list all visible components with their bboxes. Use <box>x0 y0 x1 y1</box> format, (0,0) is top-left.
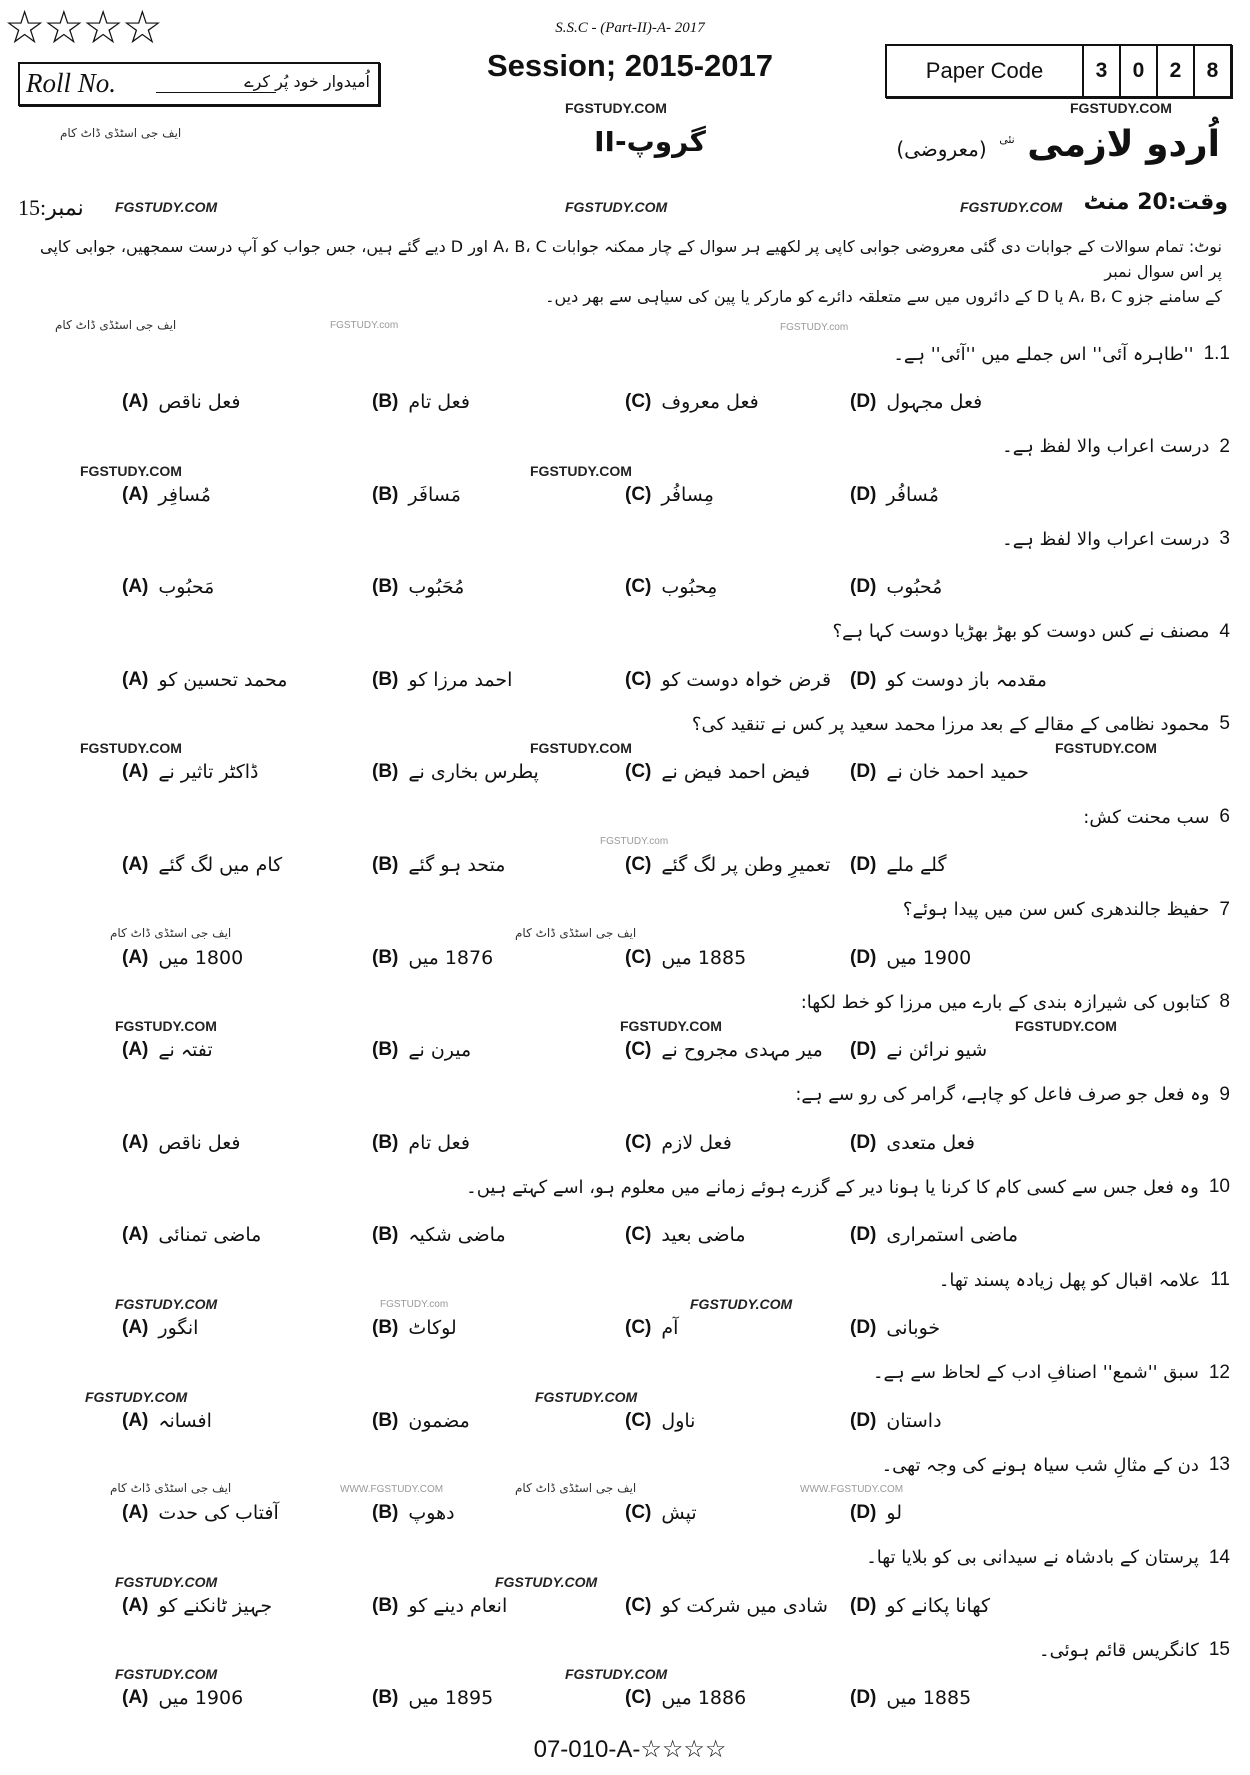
watermark-urdu: ایف جی اسٹڈی ڈاٹ کام <box>55 318 177 332</box>
watermark-faint: FGSTUDY.com <box>780 322 849 333</box>
question-8 <box>801 991 1230 1013</box>
instructions-line-1: نوٹ: تمام سوالات کے جوابات دی گئی معروضی جوابی کاپی پر لکھیے ہر سوال کے چار ممکنہ جوابات A، B، C اور D دیے گئے ہیں، جس جواب کو آپ درست سمجھیں، جوابی کاپی پر اس سوال نمبر <box>40 237 1222 281</box>
option-label: (C) <box>625 854 652 875</box>
question-9 <box>795 1084 1230 1106</box>
option-a[interactable] <box>122 947 243 969</box>
question-number: 11 <box>1210 1269 1230 1290</box>
option-label: (D) <box>850 1039 877 1061</box>
option-label: (A) <box>122 1687 149 1709</box>
question-7 <box>903 899 1230 921</box>
option-d[interactable] <box>850 1502 902 1524</box>
watermark: FGSTUDY.COM <box>80 462 182 479</box>
option-d[interactable] <box>850 854 947 876</box>
option-c[interactable] <box>625 761 810 783</box>
option-label: (D) <box>850 946 877 968</box>
option-label: (B) <box>372 483 399 505</box>
option-a[interactable] <box>122 854 282 876</box>
paper-code-digit: 8 <box>1206 59 1219 82</box>
option-a[interactable] <box>122 1039 213 1061</box>
watermark-faint: FGSTUDY.com <box>330 320 399 331</box>
option-label: (C) <box>625 1131 652 1153</box>
option-text: حمید احمد خان نے <box>886 761 1029 784</box>
option-d[interactable] <box>850 576 942 598</box>
question-3 <box>1002 528 1230 550</box>
option-label: (C) <box>625 1687 652 1709</box>
option-label: (D) <box>850 483 877 505</box>
option-text: میر مہدی مجروح نے <box>661 1039 823 1062</box>
option-label: (C) <box>625 1594 652 1616</box>
option-text: ماضی بعید <box>661 1224 746 1247</box>
option-text: گلے ملے <box>886 854 947 876</box>
question-number: 7 <box>1219 898 1230 920</box>
roll-number-label: Roll No. <box>26 68 117 98</box>
watermark: FGSTUDY.COM <box>115 199 218 215</box>
option-c[interactable] <box>625 1595 828 1617</box>
question-text: محمود نظامی کے مقالے کے بعد مرزا محمد سعید پر کس نے تنقید کی؟ <box>691 713 1210 735</box>
question-4 <box>833 621 1230 643</box>
watermark-urdu: ایف جی اسٹڈی ڈاٹ کام <box>515 925 637 940</box>
watermark: FGSTUDY.COM <box>115 1573 218 1590</box>
option-b[interactable] <box>372 1502 455 1524</box>
subject-title <box>896 124 1220 165</box>
option-b[interactable] <box>372 1687 493 1709</box>
option-label: (C) <box>625 391 652 412</box>
option-text: مِسافُر <box>661 483 714 506</box>
option-label: (D) <box>850 1687 877 1709</box>
option-label: (A) <box>122 1502 149 1524</box>
option-label: (C) <box>625 668 652 690</box>
question-2 <box>1002 436 1230 458</box>
option-c[interactable] <box>625 947 746 969</box>
option-text: مَسافَر <box>408 483 461 506</box>
watermark-faint: FGSTUDY.com <box>380 1299 449 1310</box>
question-14 <box>866 1547 1230 1569</box>
option-text: ناول <box>661 1409 696 1432</box>
watermark: FGSTUDY.COM <box>1015 1018 1117 1035</box>
option-label: (A) <box>122 1594 149 1616</box>
option-text: لو <box>886 1502 902 1525</box>
option-label: (B) <box>372 1687 399 1709</box>
question-12 <box>873 1362 1230 1384</box>
exam-label: S.S.C - (Part-II)-A- 2017 <box>555 20 705 36</box>
option-text: شیو نرائن نے <box>886 1039 988 1062</box>
option-text: فعل مجہول <box>886 391 983 413</box>
option-label: (A) <box>122 1317 149 1338</box>
option-label: (C) <box>625 761 652 783</box>
question-number: 12 <box>1208 1361 1230 1383</box>
option-text: فعل ناقص <box>158 1131 241 1154</box>
option-text: انگور <box>158 1317 199 1339</box>
watermark: FGSTUDY.COM <box>115 1296 218 1312</box>
option-text: فیض احمد فیض نے <box>661 761 811 784</box>
option-label: (B) <box>372 854 399 875</box>
option-b[interactable] <box>372 391 470 413</box>
option-d[interactable] <box>850 947 971 969</box>
watermark: FGSTUDY.COM <box>530 740 632 757</box>
option-d[interactable] <box>850 1687 971 1709</box>
roll-number-hint: اُمیدوار خود پُر کرے <box>244 72 370 91</box>
option-label: (C) <box>625 1317 652 1338</box>
time-allowed: وقت:20 منٹ <box>1083 190 1228 215</box>
paper-footer-code: 07-010-A-☆☆☆☆ <box>533 1736 727 1763</box>
question-number: 3 <box>1219 528 1230 550</box>
option-b[interactable] <box>372 761 539 783</box>
stars-marking: ☆☆☆☆ <box>4 0 161 54</box>
option-d[interactable] <box>850 1410 942 1432</box>
paper-code-digit: 3 <box>1084 46 1121 96</box>
option-label: (B) <box>372 946 399 968</box>
option-label: (D) <box>850 1131 877 1153</box>
option-b[interactable] <box>372 669 512 691</box>
option-label: (D) <box>850 1317 877 1338</box>
option-label: (A) <box>122 1409 149 1431</box>
option-text: 1800 میں <box>158 946 244 969</box>
option-text: 1895 میں <box>408 1687 494 1710</box>
option-text: پطرس بخاری نے <box>408 761 539 784</box>
question-5 <box>692 713 1230 735</box>
option-text: تفتہ نے <box>158 1039 213 1062</box>
paper-code-box <box>885 44 1232 98</box>
option-a[interactable] <box>122 576 214 598</box>
question-15 <box>1039 1639 1230 1661</box>
option-text: 1900 میں <box>886 946 972 969</box>
option-d[interactable] <box>850 761 1029 783</box>
option-text: مضمون <box>408 1409 470 1432</box>
option-d[interactable] <box>850 484 939 506</box>
option-label: (C) <box>625 1224 652 1246</box>
option-c[interactable] <box>625 854 830 876</box>
option-label: (C) <box>625 1502 652 1524</box>
question-text: مصنف نے کس دوست کو بھڑ بھڑیا دوست کہا ہے؟ <box>832 621 1210 643</box>
option-text: آفتاب کی حدت <box>158 1502 279 1525</box>
watermark: FGSTUDY.COM <box>535 1388 638 1405</box>
option-label: (A) <box>122 668 149 690</box>
option-text: کھانا پکانے کو <box>886 1594 990 1617</box>
option-a[interactable] <box>122 484 211 506</box>
option-text: تپش <box>661 1502 697 1525</box>
option-label: (D) <box>850 1594 877 1616</box>
option-label: (B) <box>372 1224 399 1246</box>
question-text: وہ فعل جو صرف فاعل کو چاہے، گرامر کی رو سے ہے: <box>795 1084 1210 1106</box>
watermark: FGSTUDY.COM <box>85 1388 188 1405</box>
question-text: دن کے مثالِ شب سیاہ ہونے کی وجہ تھی۔ <box>881 1454 1199 1476</box>
option-text: احمد مرزا کو <box>408 668 513 691</box>
option-label: (C) <box>625 576 652 598</box>
option-a[interactable] <box>122 1317 198 1339</box>
instructions <box>32 234 1222 309</box>
option-label: (A) <box>122 1224 149 1246</box>
option-label: (D) <box>850 1409 877 1431</box>
option-c[interactable] <box>625 1687 746 1709</box>
option-b[interactable] <box>372 1317 457 1339</box>
option-text: شادی میں شرکت کو <box>661 1594 828 1617</box>
question-1 <box>893 343 1230 365</box>
option-d[interactable] <box>850 1039 987 1061</box>
option-d[interactable] <box>850 1595 990 1617</box>
option-label: (C) <box>625 1409 652 1431</box>
option-c[interactable] <box>625 1410 695 1432</box>
option-c[interactable] <box>625 1039 823 1061</box>
option-label: (D) <box>850 854 877 875</box>
option-label: (A) <box>122 1039 149 1061</box>
option-a[interactable] <box>122 1224 261 1246</box>
option-label: (C) <box>625 946 652 968</box>
watermark: FGSTUDY.COM <box>1070 100 1172 116</box>
option-text: فعل لازم <box>661 1131 732 1154</box>
roll-number-box[interactable] <box>18 62 380 106</box>
total-marks: نمبر:15 <box>18 195 84 220</box>
option-text: افسانہ <box>158 1409 212 1432</box>
question-text: علامہ اقبال کو پھل زیادہ پسند تھا۔ <box>938 1269 1201 1291</box>
option-text: 1885 میں <box>661 946 747 969</box>
watermark: FGSTUDY.COM <box>565 199 668 215</box>
option-label: (D) <box>850 391 877 412</box>
option-text: دھوپ <box>408 1502 455 1525</box>
option-label: (B) <box>372 576 399 598</box>
option-text: مُحَبُوب <box>408 576 465 599</box>
session-title: Session; 2015-2017 <box>486 48 774 83</box>
paper-code-digit: 0 <box>1121 46 1158 96</box>
instructions-line-2: کے سامنے جزو A، B، C یا D کے دائروں میں سے متعلقہ دائرے کو مارکر یا پین کی سیاہی سے بھر دیں۔ <box>545 287 1222 306</box>
option-label: (B) <box>372 1594 399 1616</box>
option-a[interactable] <box>122 761 258 783</box>
option-text: 1885 میں <box>886 1687 972 1710</box>
watermark-faint: FGSTUDY.com <box>600 836 669 847</box>
watermark-faint: WWW.FGSTUDY.COM <box>800 1484 904 1496</box>
option-text: خوبانی <box>886 1317 941 1339</box>
option-c[interactable] <box>625 1317 678 1339</box>
question-text: سب محنت کش: <box>1083 806 1210 828</box>
paper-code-digit: 2 <box>1158 46 1195 96</box>
question-number: 14 <box>1208 1546 1230 1568</box>
option-d[interactable] <box>850 391 982 413</box>
option-label: (A) <box>122 483 149 505</box>
question-11 <box>939 1269 1230 1291</box>
question-number: 8 <box>1219 991 1230 1013</box>
option-text: مُحبُوب <box>886 576 943 599</box>
option-a[interactable] <box>122 1502 279 1524</box>
option-c[interactable] <box>625 1502 697 1524</box>
option-b[interactable] <box>372 484 461 506</box>
option-text: فعل تام <box>408 391 470 413</box>
option-a[interactable] <box>122 1132 241 1154</box>
option-label: (B) <box>372 1131 399 1153</box>
watermark-faint: WWW.FGSTUDY.COM <box>340 1484 444 1496</box>
option-text: انعام دینے کو <box>408 1594 508 1617</box>
option-label: (D) <box>850 576 877 598</box>
watermark: FGSTUDY.COM <box>115 1018 217 1035</box>
question-text: درست اعراب والا لفظ ہے۔ <box>1002 436 1210 458</box>
option-b[interactable] <box>372 947 493 969</box>
option-label: (A) <box>122 391 149 412</box>
question-text: کتابوں کی شیرازہ بندی کے بارے میں مرزا کو خط لکھا: <box>800 991 1210 1013</box>
option-label: (B) <box>372 1409 399 1431</box>
option-a[interactable] <box>122 1595 272 1617</box>
question-number: 6 <box>1219 806 1230 827</box>
question-number: 1.1 <box>1203 343 1230 364</box>
option-text: کام میں لگ گئے <box>158 854 283 876</box>
watermark-urdu: ایف جی اسٹڈی ڈاٹ کام <box>110 925 232 940</box>
watermark: FGSTUDY.COM <box>1055 740 1157 757</box>
question-number: 13 <box>1208 1454 1230 1476</box>
option-text: قرض خواہ دوست کو <box>661 668 832 691</box>
watermark: FGSTUDY.COM <box>690 1296 793 1312</box>
watermark-urdu: ایف جی اسٹڈی ڈاٹ کام <box>110 1481 232 1496</box>
option-label: (D) <box>850 668 877 690</box>
subject-name: اُردو لازمی <box>1027 124 1220 165</box>
option-b[interactable] <box>372 1039 471 1061</box>
option-label: (D) <box>850 1502 877 1524</box>
question-text: سبق ''شمع'' اصنافِ ادب کے لحاظ سے ہے۔ <box>872 1362 1199 1384</box>
subject-type: (معروضی) <box>896 137 987 161</box>
option-text: میرن نے <box>408 1039 472 1062</box>
option-text: مَحبُوب <box>158 576 215 599</box>
option-text: تعمیرِ وطن پر لگ گئے <box>661 854 831 876</box>
watermark-urdu: ایف جی اسٹڈی ڈاٹ کام <box>515 1481 637 1496</box>
option-label: (A) <box>122 946 149 968</box>
question-number: 9 <box>1219 1083 1230 1105</box>
option-text: محمد تحسین کو <box>158 668 288 691</box>
option-d[interactable] <box>850 1132 975 1154</box>
roll-number-blank[interactable] <box>156 92 276 93</box>
option-text: آم <box>661 1317 679 1339</box>
option-text: مُسافُر <box>886 483 939 506</box>
option-d[interactable] <box>850 669 1047 691</box>
option-label: (C) <box>625 483 652 505</box>
option-text: داستان <box>886 1409 942 1432</box>
option-label: (A) <box>122 576 149 598</box>
option-b[interactable] <box>372 854 505 876</box>
option-label: (B) <box>372 668 399 690</box>
option-text: 1876 میں <box>408 946 494 969</box>
question-text: وہ فعل جس سے کسی کام کا کرنا یا ہونا دیر کے گزرے ہوئے زمانے میں معلوم ہو، اسے کہتے ہیں۔ <box>466 1176 1199 1198</box>
option-text: مقدمہ باز دوست کو <box>886 668 1047 691</box>
option-text: جہیز ٹانکنے کو <box>158 1594 273 1617</box>
option-label: (B) <box>372 1502 399 1524</box>
question-text: درست اعراب والا لفظ ہے۔ <box>1002 528 1210 550</box>
option-c[interactable] <box>625 484 714 506</box>
watermark-urdu: ایف جی اسٹڈی ڈاٹ کام <box>60 126 182 140</box>
watermark: FGSTUDY.COM <box>495 1573 598 1590</box>
option-label: (B) <box>372 1039 399 1061</box>
option-label: (A) <box>122 761 149 783</box>
question-10 <box>466 1176 1230 1198</box>
watermark: FGSTUDY.COM <box>565 100 667 116</box>
option-text: فعل ناقص <box>158 391 241 413</box>
option-b[interactable] <box>372 576 464 598</box>
option-text: ماضی استمراری <box>886 1224 1019 1247</box>
question-text: حفیظ جالندھری کس سن میں پیدا ہوئے؟ <box>902 899 1210 921</box>
option-a[interactable] <box>122 669 287 691</box>
option-c[interactable] <box>625 1132 732 1154</box>
paper-code-label: Paper Code <box>887 46 1084 96</box>
question-number: 5 <box>1219 713 1230 735</box>
option-c[interactable] <box>625 669 831 691</box>
option-label: (B) <box>372 761 399 783</box>
option-label: (C) <box>625 1039 652 1061</box>
question-text: ''طاہرہ آئی'' اس جملے میں ''آئی'' ہے۔ <box>893 343 1194 365</box>
option-b[interactable] <box>372 1224 506 1246</box>
question-text: پرستان کے بادشاہ نے سیدانی بی کو بلایا تھا۔ <box>866 1547 1199 1569</box>
option-a[interactable] <box>122 1687 243 1709</box>
option-c[interactable] <box>625 576 717 598</box>
option-d[interactable] <box>850 1224 1018 1246</box>
question-13 <box>882 1454 1230 1476</box>
watermark: FGSTUDY.COM <box>115 1666 218 1683</box>
option-text: ماضی شکیہ <box>408 1224 506 1247</box>
option-label: (B) <box>372 391 399 412</box>
subject-sup: نئی <box>999 133 1015 146</box>
watermark: FGSTUDY.COM <box>565 1666 668 1683</box>
group-label: گروپ-II <box>594 125 706 158</box>
option-text: فعل متعدی <box>886 1131 975 1154</box>
option-text: لوکاٹ <box>408 1317 457 1339</box>
watermark: FGSTUDY.COM <box>960 199 1063 215</box>
watermark: FGSTUDY.COM <box>530 462 632 479</box>
option-d[interactable] <box>850 1317 940 1339</box>
option-a[interactable] <box>122 391 241 413</box>
option-text: مُسافِر <box>158 483 211 506</box>
option-label: (A) <box>122 854 149 875</box>
option-text: 1906 میں <box>158 1687 244 1710</box>
option-text: ماضی تمنائی <box>158 1224 262 1247</box>
question-6 <box>1083 806 1230 828</box>
question-number: 10 <box>1208 1176 1230 1198</box>
question-text: کانگریس قائم ہوئی۔ <box>1039 1639 1199 1661</box>
option-label: (B) <box>372 1317 399 1338</box>
option-label: (D) <box>850 1224 877 1246</box>
option-text: متحد ہو گئے <box>408 854 506 876</box>
watermark: FGSTUDY.COM <box>620 1018 722 1035</box>
option-text: مِحبُوب <box>661 576 718 599</box>
option-text: فعل معروف <box>661 391 759 413</box>
option-text: 1886 میں <box>661 1687 747 1710</box>
option-text: ڈاکٹر تاثیر نے <box>158 761 259 784</box>
option-c[interactable] <box>625 1224 746 1246</box>
option-c[interactable] <box>625 391 759 413</box>
question-number: 2 <box>1219 435 1230 457</box>
option-label: (D) <box>850 761 877 783</box>
option-a[interactable] <box>122 1410 212 1432</box>
option-b[interactable] <box>372 1595 507 1617</box>
option-b[interactable] <box>372 1410 470 1432</box>
question-number: 4 <box>1219 620 1230 642</box>
option-text: فعل تام <box>408 1131 470 1154</box>
option-b[interactable] <box>372 1132 470 1154</box>
watermark: FGSTUDY.COM <box>80 740 182 757</box>
option-label: (A) <box>122 1131 149 1153</box>
question-number: 15 <box>1208 1639 1230 1661</box>
